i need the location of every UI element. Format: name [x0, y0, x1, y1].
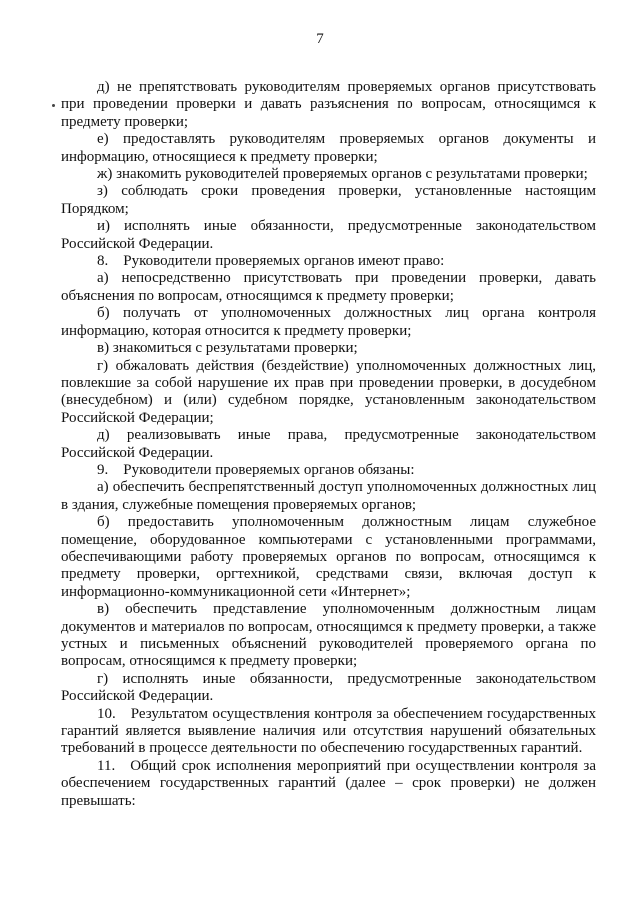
paragraph-e: е) предоставлять руководителям проверяемых органов документы и информацию, относящиеся к предмету проверки; [61, 131, 596, 165]
section-8-g: г) обжаловать действия (бездействие) уполномоченных должностных лиц, повлекшие за собой нарушение их прав при проведении проверки, в досудебном (внесудебном) и (или) судебном порядке, установленным законодательством Российской Федерации; [61, 357, 596, 426]
paragraph-zh: ж) знакомить руководителей проверяемых органов с результатами проверки; [97, 166, 588, 183]
paragraph-i: и) исполнять иные обязанности, предусмотренные законодательством Российской Федерации. [61, 218, 596, 252]
section-8-a: а) непосредственно присутствовать при проведении проверки, давать объяснения по вопросам, относящимся к предмету проверки; [61, 270, 596, 304]
section-11: 11. Общий срок исполнения мероприятий при осуществлении контроля за обеспечением государственных гарантий (далее – срок проверки) не должен превышать: [61, 757, 596, 809]
section-9: 9. Руководители проверяемых органов обязаны: [97, 461, 415, 478]
section-8: 8. Руководители проверяемых органов имеют право: [97, 253, 445, 270]
section-8-d: д) реализовывать иные права, предусмотренные законодательством Российской Федерации. [61, 427, 596, 461]
section-10: 10. Результатом осуществления контроля за обеспечением государственных гарантий является выявление наличия или отсутствия нарушений обязательных требований в процессе деятельности по обеспечению государственных гарантий. [61, 705, 596, 757]
paragraph-z: з) соблюдать сроки проведения проверки, установленные настоящим Порядком; [61, 183, 596, 217]
page-number: 7 [316, 31, 324, 47]
section-9-a: а) обеспечить беспрепятственный доступ уполномоченных должностных лиц в здания, служебные помещения проверяемых органов; [61, 479, 596, 513]
document-body [61, 79, 596, 810]
section-9-g: г) исполнять иные обязанности, предусмотренные законодательством Российской Федерации. [61, 670, 596, 705]
paragraph-d: д) не препятствовать руководителям проверяемых органов присутствовать при проведении проверки и давать разъяснения по вопросам, относящимся к предмету проверки; [61, 79, 596, 130]
section-8-v: в) знакомиться с результатами проверки; [97, 340, 358, 357]
scan-dot [52, 104, 55, 107]
section-9-b: б) предоставить уполномоченным должностным лицам служебное помещение, оборудованное компьютерами с установленными программами, обеспечивающими работу проверяемых органов по вопросам, относящимся к предмету проверки, оргтехникой, средствами связи, включая доступ к информационно-коммуникационной сети «Интернет»; [61, 514, 596, 600]
section-9-v: в) обеспечить представление уполномоченным должностным лицам документов и материалов по вопросам, относящимся к предмету проверки, а также устных и письменных объяснений руководителей проверяемого органа по вопросам, относящимся к предмету проверки; [61, 601, 596, 670]
section-8-b: б) получать от уполномоченных должностных лиц органа контроля информацию, которая относится к предмету проверки; [61, 305, 596, 339]
